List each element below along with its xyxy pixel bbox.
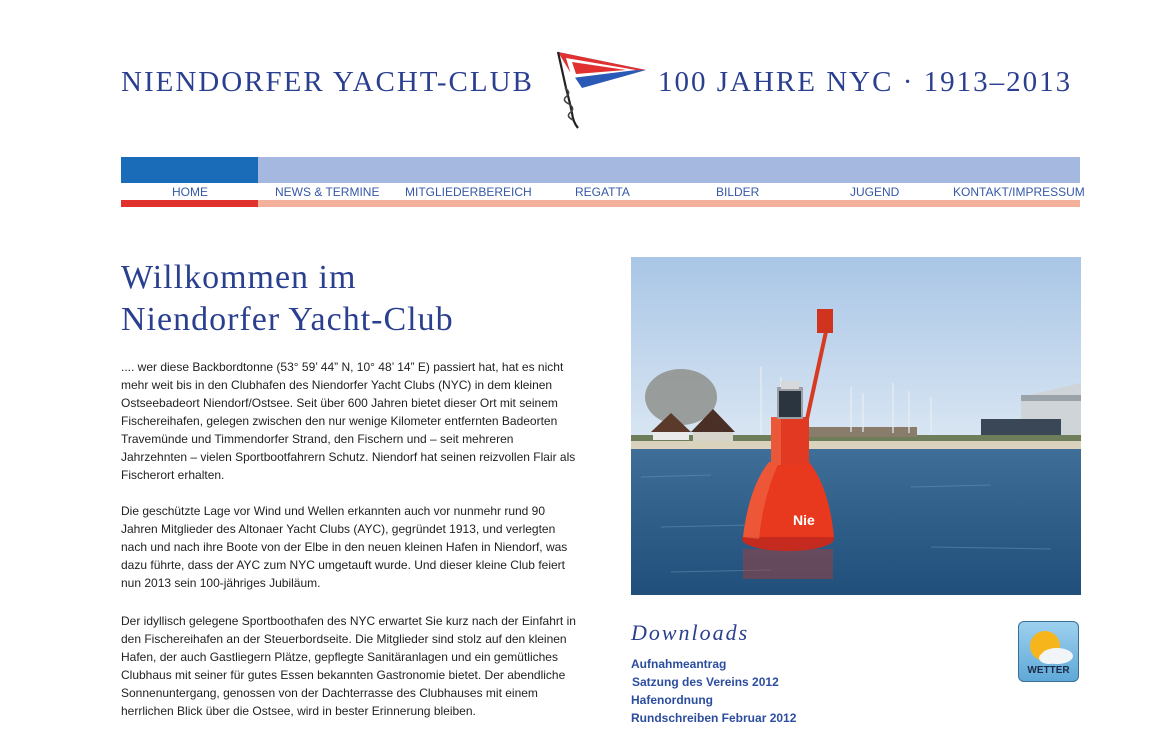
burgee-logo-icon	[552, 48, 648, 132]
buoy-photo	[631, 257, 1081, 595]
nav-item-regatta[interactable]: REGATTA	[575, 185, 630, 199]
nav-item-home[interactable]: HOME	[172, 185, 208, 199]
download-link-hafenordnung[interactable]: Hafenordnung	[631, 693, 713, 707]
nav-item-kontakt-impressum[interactable]: KONTAKT/IMPRESSUM	[953, 185, 1085, 199]
download-link-aufnahmeantrag[interactable]: Aufnahmeantrag	[631, 657, 727, 671]
nav-active-indicator-top	[121, 157, 258, 183]
welcome-heading-line1: Willkommen im	[121, 259, 357, 296]
intro-paragraph: .... wer diese Backbordtonne (53° 59’ 44” N, 10° 48’ 14” E) passiert hat, hat es nicht mehr weit bis in den Clubhafen des Niendorfer Yacht Clubs (NYC) in dem kleinen Ostseebadeort Niendorf/Ostsee. Seit über 600 Jahren bietet dieser Ort mit seinem Fischereihafen, gelegen zwischen den nur wenige Kilometer entfernten Badeorten Travemünde und Timmendorfer Strand, den Fischern und – seit mehreren Jahrzehnten – vielen Sportbootfahrern Schutz. Niendorf hat seinen reizvollen Flair als Fischerort erhalten.	[121, 360, 576, 482]
downloads-heading: Downloads	[631, 620, 750, 645]
harbour-paragraph: Der idyllisch gelegene Sportboothafen des NYC erwartet Sie kurz nach der Einfahrt in den Fischereihafen an der Steuerbordseite. Die Mitglieder sind stolz auf den kleinen Hafen, der auch Gastliegern Plätze, gepflegte Sanitäranlagen und ein gemütliches Clubhaus mit seiner für gutes Essen bekannten Gastronomie bietet. Der abendliche Sonnenuntergang, genossen von der Dachterrasse des Clubhauses mit einem herrlichen Blick über die Ostsee, wird in bester Erinnerung bleiben.	[121, 614, 576, 718]
nav-bar-top	[121, 157, 1080, 183]
weather-widget[interactable]	[1018, 621, 1079, 682]
sun-cloud-icon	[1023, 626, 1075, 666]
nav-item-news-termine[interactable]: NEWS & TERMINE	[275, 185, 380, 199]
download-link-rundschreiben[interactable]: Rundschreiben Februar 2012	[631, 711, 797, 725]
download-link-satzung[interactable]: Satzung des Vereins 2012	[632, 675, 779, 689]
weather-label: WETTER	[1027, 665, 1070, 676]
nav-item-jugend[interactable]: JUGEND	[850, 185, 900, 199]
history-paragraph: Die geschützte Lage vor Wind und Wellen erkannten auch vor nunmehr rund 90 Jahren Mitglieder des Altonaer Yacht Clubs (AYC), gegründet 1913, und verlegten nach und nach ihre Boote von der Elbe in den neuen kleinen Hafen in Niendorf, was dazu führte, dass der AYC zum NYC umgetauft wurde. Und dieser kleine Club feiert nun 2013 sein 100-jähriges Jubiläum.	[121, 504, 568, 590]
welcome-heading-line2: Niendorfer Yacht-Club	[121, 301, 454, 338]
centenary-title: 100 JAHRE NYC · 1913–2013	[658, 66, 1073, 98]
nav-active-indicator-bottom	[121, 200, 258, 207]
nav-item-mitgliederbereich[interactable]: MITGLIEDERBEREICH	[405, 185, 532, 199]
buoy-lettering: Nie	[793, 512, 815, 528]
welcome-heading	[121, 257, 454, 341]
nav-item-bilder[interactable]: BILDER	[716, 185, 760, 199]
club-title: NIENDORFER YACHT-CLUB	[121, 66, 534, 98]
nav-bar-bottom	[121, 200, 1080, 207]
